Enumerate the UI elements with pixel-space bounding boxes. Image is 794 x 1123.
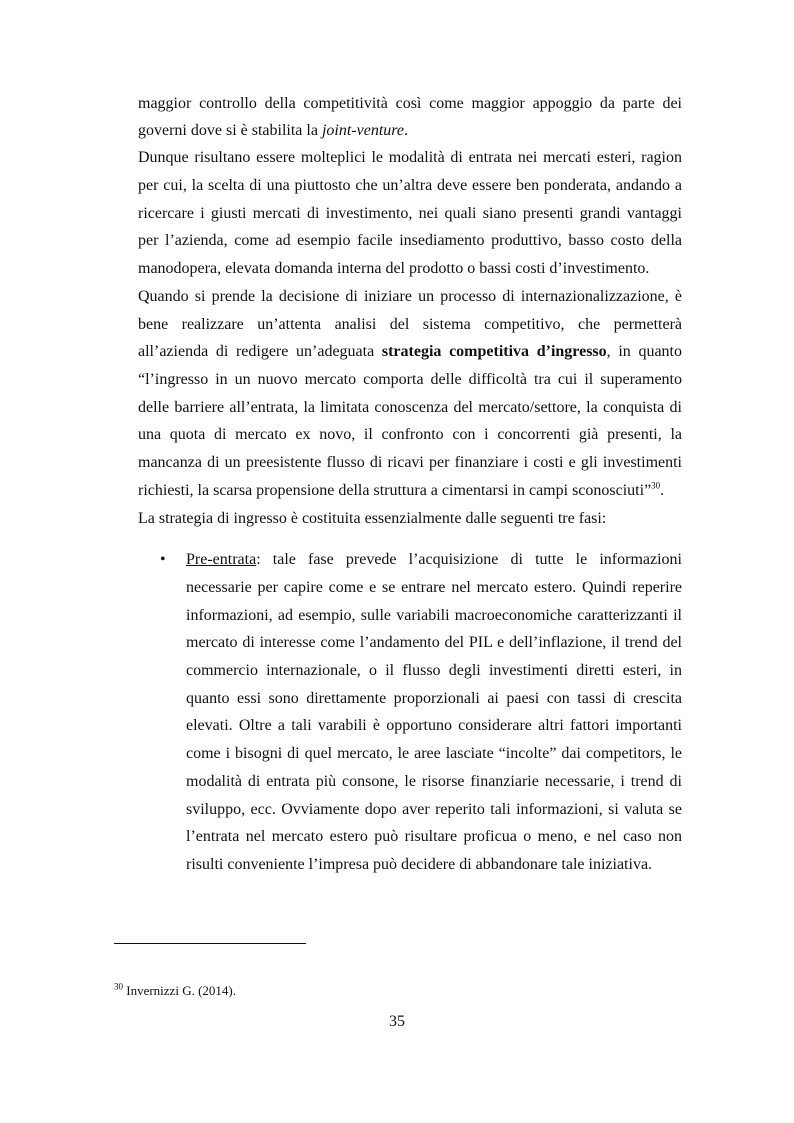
- body-text-line: maggior controllo della competitività così come maggior appoggio da parte dei: [138, 95, 682, 112]
- body-text-line: una quota di mercato ex novo, il confronto con i concorrenti già presenti, la: [138, 426, 682, 443]
- list-item-line: come i bisogni di quel mercato, le aree lasciate “incolte” dai competitors, le: [186, 745, 682, 762]
- body-text-line: per l’azienda, come ad esempio facile insediamento produttivo, basso costo della: [138, 232, 682, 249]
- list-item-line: quanto essi sono direttamente proporzionali ai paesi con tassi di crescita: [186, 690, 682, 707]
- list-item-term: Pre-entrata: [186, 551, 257, 568]
- page-number: 35: [389, 1013, 405, 1030]
- body-text-line: all’azienda di redigere un’adeguata strategia competitiva d’ingresso, in quanto: [138, 343, 682, 360]
- emphasis-text: joint-venture: [321, 122, 404, 139]
- body-text-line: mancanza di un preesistente flusso di ricavi per finanziare i costi e gli investimenti: [138, 454, 682, 471]
- list-item-line: Pre-entrata: tale fase prevede l’acquisizione di tutte le informazioni: [186, 551, 682, 568]
- body-text-line: richiesti, la scarsa propensione della struttura a cimentarsi in campi sconosciuti”$^{30}$.: [138, 480, 665, 499]
- body-text-line: per cui, la scelta di una piuttosto che un’altra deve essere ben ponderata, andando a: [138, 177, 682, 194]
- list-item-line: mercato di interesse come l’andamento del PIL e dell’inflazione, il trend del: [186, 634, 682, 651]
- footnote-text: Invernizzi G. (2014).: [123, 983, 236, 998]
- footnote: [114, 983, 236, 999]
- bold-term: strategia competitiva d’ingresso: [381, 343, 607, 360]
- bullet-icon: •: [160, 551, 166, 568]
- body-text-line: ricercare i giusti mercati di investimento, nei quali siano presenti grandi vantaggi: [138, 205, 682, 222]
- body-text-line: Quando si prende la decisione di iniziare un processo di internazionalizzazione, è: [138, 288, 682, 305]
- list-item-line: l’entrata nel mercato estero può risultare proficua o meno, e nel caso non: [186, 828, 682, 845]
- body-text-line: Dunque risultano essere molteplici le modalità di entrata nei mercati esteri, ragion: [138, 149, 682, 166]
- list-item-line: modalità di entrata più consone, le risorse finanziarie necessarie, i trend di: [186, 773, 682, 790]
- footnote-number: 30: [114, 981, 123, 992]
- list-item-line: elevati. Oltre a tali varabili è opportuno considerare altri fattori importanti: [186, 717, 682, 734]
- body-text-line: “l’ingresso in un nuovo mercato comporta delle difficoltà tra cui il superamento: [138, 371, 682, 388]
- body-text-line: La strategia di ingresso è costituita essenzialmente dalle seguenti tre fasi:: [138, 510, 607, 527]
- body-text-line: governi dove si è stabilita la joint-venture.: [138, 122, 408, 139]
- list-item-line: necessarie per capire come e se entrare nel mercato estero. Quindi reperire: [186, 579, 682, 596]
- footnote-ref: 30: [651, 480, 661, 491]
- list-item-line: commercio internazionale, o il flusso degli investimenti diretti esteri, in: [186, 662, 682, 679]
- footnote-divider: [114, 943, 306, 944]
- list-item-line: sviluppo, ecc. Ovviamente dopo aver reperito tali informazioni, si valuta se: [186, 801, 682, 818]
- body-text-line: bene realizzare un’attenta analisi del sistema competitivo, che permetterà: [138, 316, 682, 333]
- list-item-line: risulti conveniente l’impresa può decidere di abbandonare tale iniziativa.: [186, 856, 653, 873]
- body-text-line: delle barriere all’entrata, la limitata conoscenza del mercato/settore, la conquista di: [138, 399, 682, 416]
- body-text-line: manodopera, elevata domanda interna del prodotto o bassi costi d’investimento.: [138, 260, 650, 277]
- list-item-line: informazioni, ad esempio, sulle variabili macroeconomiche caratterizzanti il: [186, 607, 682, 624]
